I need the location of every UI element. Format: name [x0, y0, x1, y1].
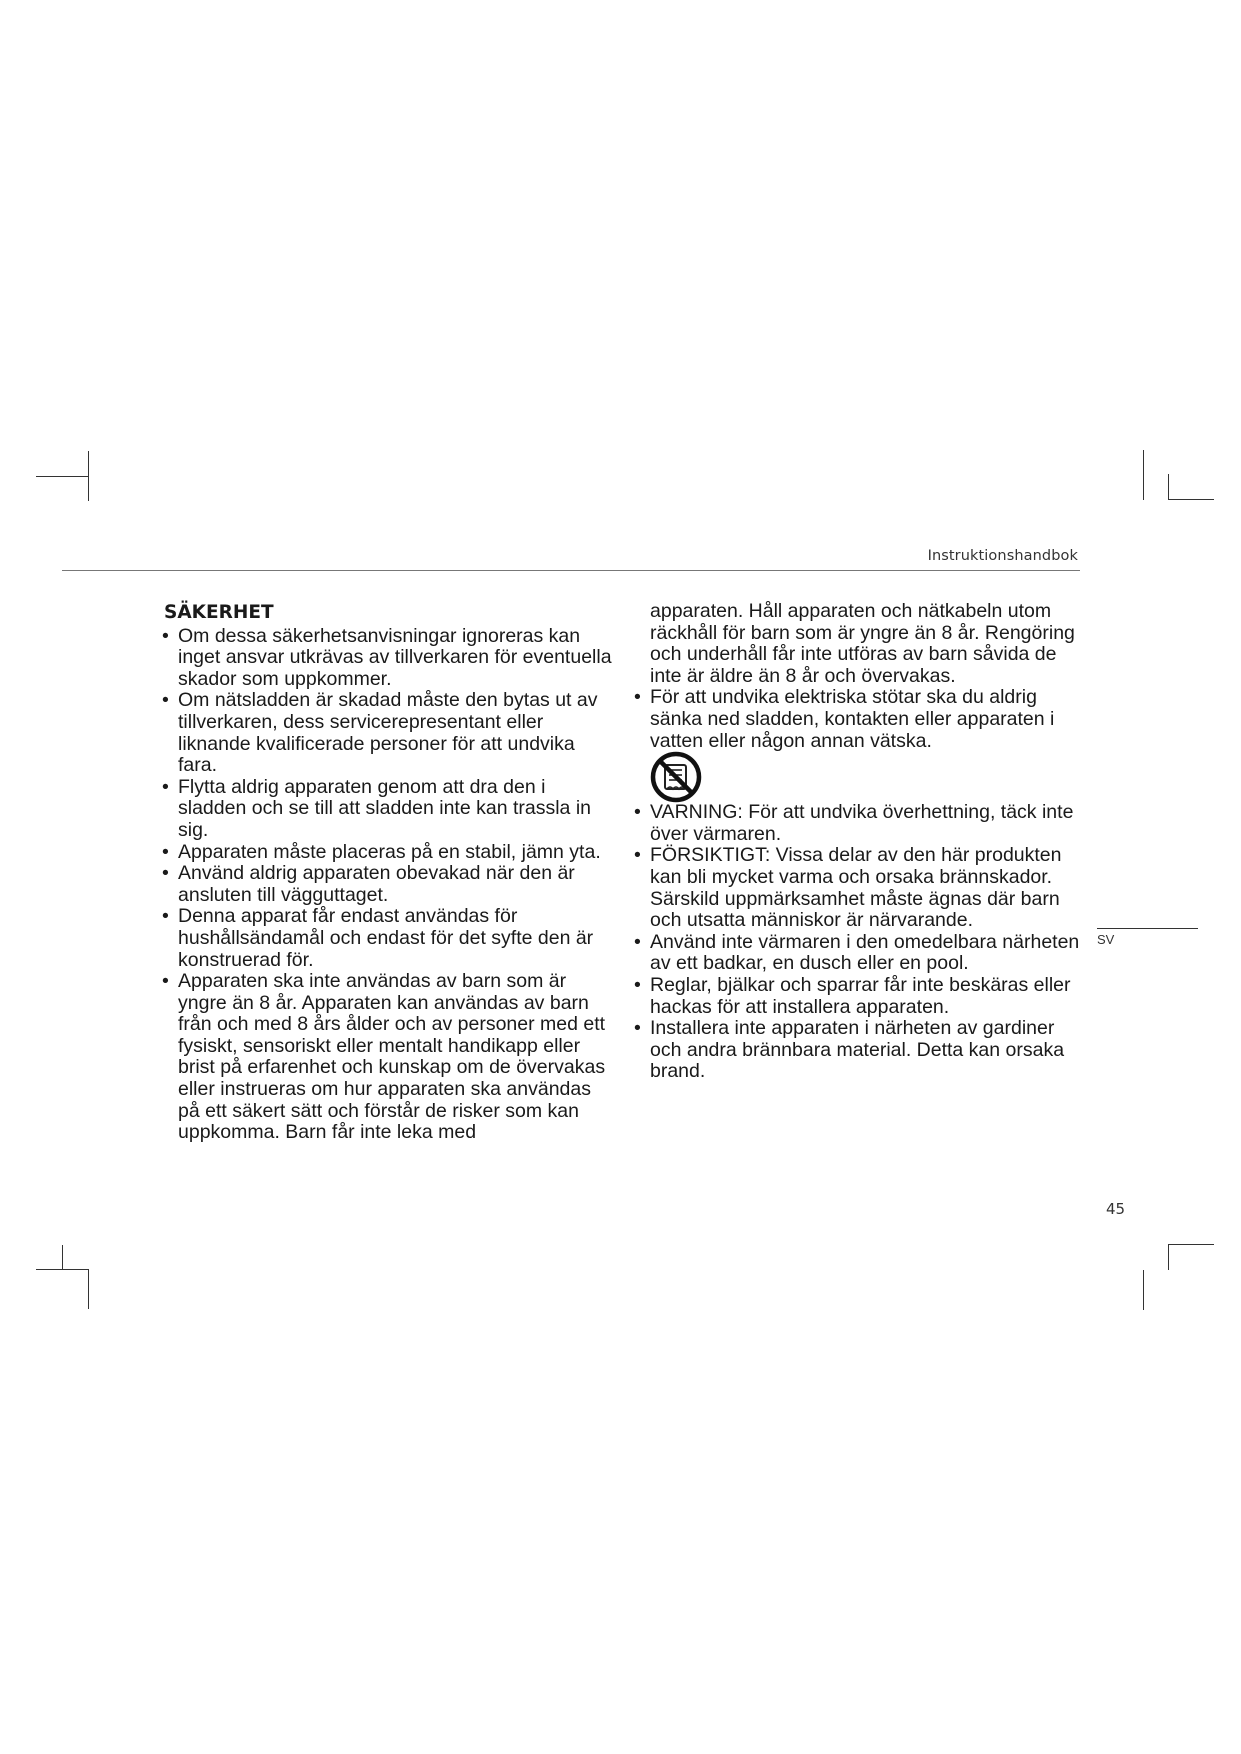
manual-title: Instruktionshandbok — [927, 548, 1078, 564]
list-item: • Apparaten ska inte användas av barn som är yngre än 8 år. Apparaten kan användas av barn från och med 8 års ålder och av personer med ett fysiskt, sensoriskt eller mentalt handikapp eller brist på erfarenhet och kunskap om de övervakas eller instrueras om hur apparaten ska användas på ett säkert sätt och förstår de risker som kan uppkomma. Barn får inte leka med — [162, 971, 612, 1144]
left-column — [162, 602, 612, 1144]
list-item: • Om nätsladden är skadad måste den bytas ut av tillverkaren, dess servicerepresentant eller liknande kvalificerade personer för att undvika fara. — [162, 690, 612, 776]
do-not-cover-icon — [650, 751, 702, 803]
warning-icon-row — [634, 752, 1084, 802]
safety-list-right — [634, 687, 1084, 752]
list-item: • Reglar, bjälkar och sparrar får inte beskäras eller hackas för att installera apparaten. — [634, 975, 1084, 1018]
section-heading: SÄKERHET — [164, 602, 274, 623]
page-number: 45 — [1106, 1200, 1126, 1218]
list-item-continuation: apparaten. Håll apparaten och nätkabeln utom räckhåll för barn som är yngre än 8 år. Rengöring och underhåll får inte utföras av barn såvida de inte är äldre än 8 år och övervakas. — [650, 600, 1075, 687]
language-code: SV — [1097, 932, 1115, 947]
header-divider — [62, 570, 1080, 571]
list-item: • FÖRSIKTIGT: Vissa delar av den här produkten kan bli mycket varma och orsaka brännskador. Särskild uppmärksamhet måste ägnas där barn och utsatta människor är närvarande. — [634, 845, 1084, 931]
list-item: • Flytta aldrig apparaten genom att dra den i sladden och se till att sladden inte kan trassla in sig. — [162, 777, 612, 842]
safety-list-right-cont — [634, 802, 1084, 1083]
language-divider — [1097, 928, 1198, 929]
list-item: • För att undvika elektriska stötar ska du aldrig sänka ned sladden, kontakten eller apparaten i vatten eller någon annan vätska. — [634, 687, 1084, 752]
list-item: • Installera inte apparaten i närheten av gardiner och andra brännbara material. Detta kan orsaka brand. — [634, 1018, 1084, 1083]
list-item: • Om dessa säkerhetsanvisningar ignoreras kan inget ansvar utkrävas av tillverkaren för eventuella skador som uppkommer. — [162, 626, 612, 691]
list-item: • Använd inte värmaren i den omedelbara närheten av ett badkar, en dusch eller en pool. — [634, 932, 1084, 975]
list-item: • VARNING: För att undvika överhettning, täck inte över värmaren. — [634, 802, 1084, 845]
right-column — [634, 601, 1084, 1083]
safety-list-left — [162, 626, 612, 1144]
list-item: • Apparaten måste placeras på en stabil, jämn yta. — [162, 842, 612, 864]
list-item: • Denna apparat får endast användas för hushållsändamål och endast för det syfte den är konstruerad för. — [162, 906, 612, 971]
list-item: • Använd aldrig apparaten obevakad när den är ansluten till vägguttaget. — [162, 863, 612, 906]
